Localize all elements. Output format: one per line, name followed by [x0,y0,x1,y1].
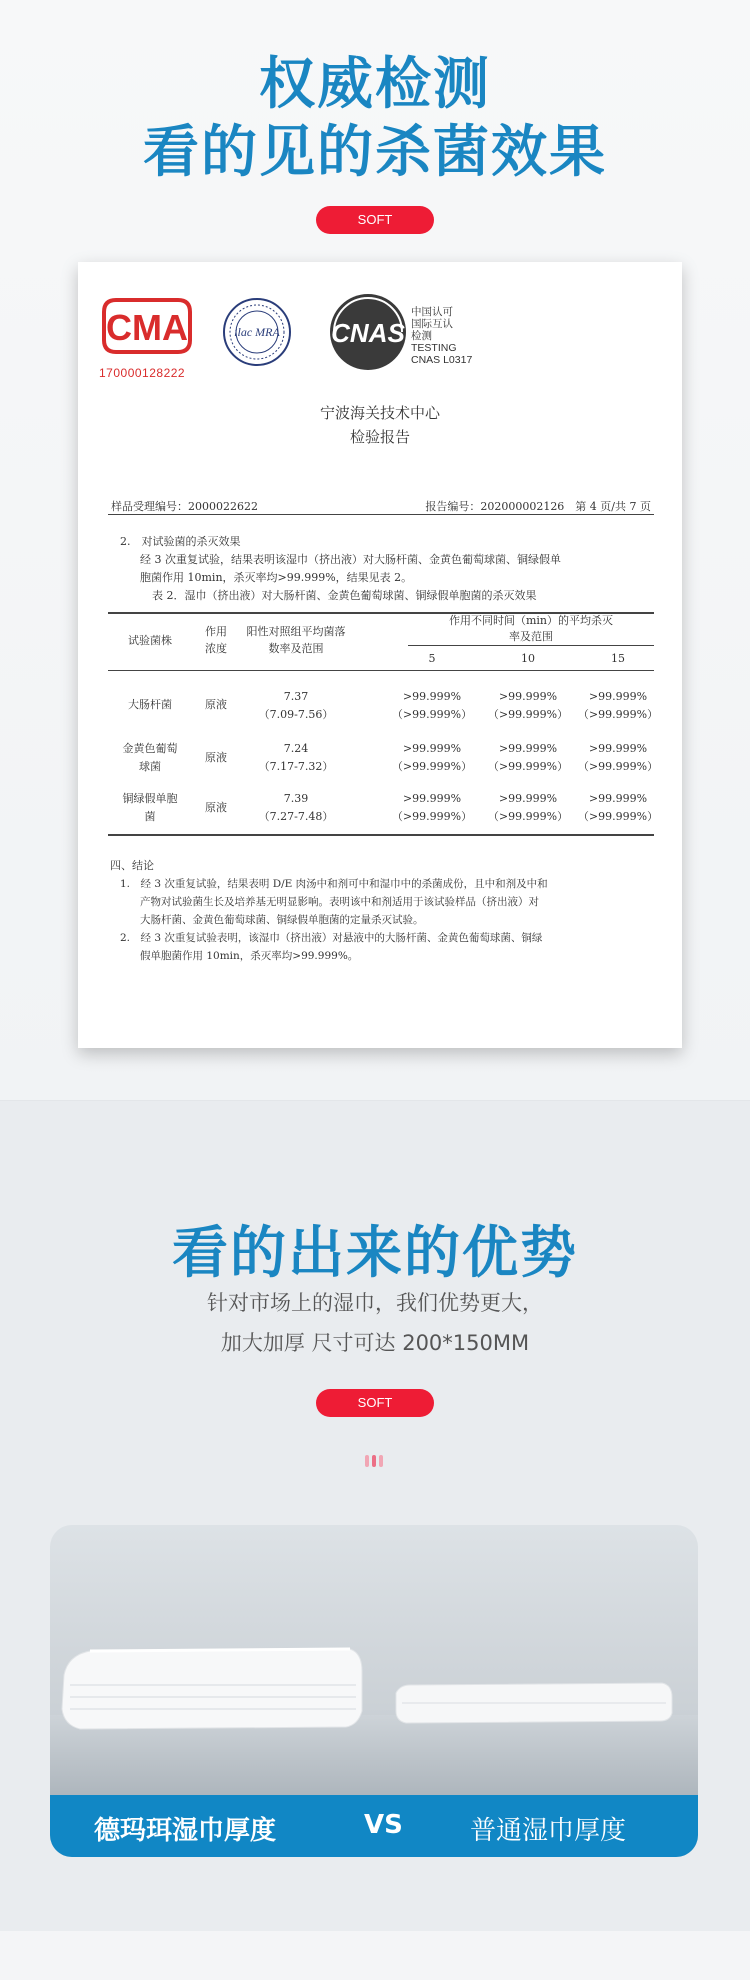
test-report-document [78,262,682,1048]
header-control: 阳性对照组平均菌落数率及范围 [246,625,346,655]
comparison-bar [50,1795,698,1857]
thickness-comparison-card [50,1525,698,1857]
conclusion-heading: 四、结论 [110,859,154,872]
section-title-line2: 看的见的杀菌效果 [143,120,607,185]
conclusion-line: 假单胞菌作用 10min，杀灭率均>99.999%。 [140,950,359,962]
cell-concentration: 原液 [205,801,227,814]
conclusion-line: 产物对试验菌生长及培养基无明显影响。表明该中和剂适用于该试验样品（挤出液）对 [140,896,539,908]
meta-rule [108,514,654,515]
cell-control: 7.39 [283,792,309,805]
paragraph-line: 经 3 次重复试验，结果表明该湿巾（挤出液）对大肠杆菌、金黄色葡萄球菌、铜绿假单 [140,553,561,566]
thin-wipe-image [396,1683,672,1723]
wipes-photo [50,1525,698,1795]
header-time: 5 [428,652,436,665]
cnas-line: 中国认可 [411,306,453,318]
table-header-rule [108,670,654,671]
cell-value: >99.999% [588,792,648,805]
cell-control-range: （7.09-7.56） [258,708,334,721]
cell-range: （>99.999%） [487,760,569,773]
cell-strain: 菌 [144,810,156,823]
cnas-line: TESTING [411,342,457,354]
header-time: 10 [521,652,535,665]
cnas-caption [411,306,472,366]
cell-concentration: 原液 [205,698,227,711]
cma-mark-text: CMA [106,307,188,348]
cnas-line: 国际互认 [411,318,453,330]
header-time-line1: 作用不同时间（min）的平均杀灭 [448,614,614,627]
cell-range: （>99.999%） [391,760,473,773]
cell-control: 7.24 [283,742,309,755]
cnas-line: 检测 [411,330,432,342]
cnas-line: CNAS L0317 [411,354,473,366]
cell-control-range: （7.17-7.32） [258,760,334,773]
ilac-mark-text: ilac MRA [234,325,280,339]
table-caption: 表 2．湿巾（挤出液）对大肠杆菌、金黄色葡萄球菌、铜绿假单胞菌的杀灭效果 [152,589,537,602]
cell-strain: 金黄色葡萄 [122,742,178,755]
advantage-section [0,1101,750,1931]
conclusion-line: 2. 经 3 次重复试验表明，该湿巾（挤出液）对悬液中的大肠杆菌、金黄色葡萄球菌、铜绿 [120,932,543,944]
conclusion-line: 1. 经 3 次重复试验，结果表明 D/E 肉汤中和剂可中和湿巾中的杀菌成份，且中和剂及中和 [120,878,548,890]
header-time-line2: 率及范围 [509,630,553,643]
cell-control: 7.37 [283,690,309,703]
next-section-edge [0,1931,750,1980]
report-org-name: 宁波海关技术中心 [319,404,440,422]
report-name: 检验报告 [349,428,410,446]
cell-value: >99.999% [588,742,648,755]
results-table [108,612,659,840]
cell-value: >99.999% [498,690,558,703]
header-strain: 试验菌株 [128,634,172,647]
cell-range: （>99.999%） [577,708,659,721]
cell-control-range: （7.27-7.48） [258,810,334,823]
advantage-title: 看的出来的优势 [172,1221,578,1286]
section-heading: 2. 对试验菌的杀灭效果 [120,535,241,548]
cell-value: >99.999% [402,742,462,755]
paragraph-line: 胞菌作用 10min，杀灭率均>99.999%，结果见表 2。 [140,571,413,584]
cell-strain: 大肠杆菌 [128,698,172,711]
cma-code: 170000128222 [99,366,186,380]
cell-value: >99.999% [588,690,648,703]
cell-range: （>99.999%） [391,810,473,823]
decorative-dots-icon [365,1455,389,1467]
compare-vs-label: VS [364,1810,403,1840]
cell-value: >99.999% [402,690,462,703]
cell-value: >99.999% [498,742,558,755]
cell-range: （>99.999%） [577,810,659,823]
report-number: 报告编号：202000002126 第 4 页/共 7 页 [425,500,651,513]
cell-value: >99.999% [498,792,558,805]
compare-left-label: 德玛珥湿巾厚度 [94,1816,277,1846]
cell-range: （>99.999%） [391,708,473,721]
cma-logo [104,300,190,352]
table-header-subrule [408,645,654,646]
soft-badge: SOFT [316,206,434,234]
conclusion-line: 大肠杆菌、金黄色葡萄球菌、铜绿假单胞菌的定量杀灭试验。 [140,914,424,926]
advantage-subtitle-line1: 针对市场上的湿巾，我们优势更大， [207,1291,543,1315]
table-bottom-rule [108,834,654,836]
cell-strain: 球菌 [139,760,161,773]
cell-range: （>99.999%） [487,708,569,721]
cell-concentration: 原液 [205,751,227,764]
cell-range: （>99.999%） [487,810,569,823]
advantage-subtitle-line2: 加大加厚 尺寸可达 200*150MM [220,1331,530,1355]
compare-right-label: 普通湿巾厚度 [470,1816,627,1846]
cnas-mark-text: CNAS [331,318,405,348]
ilac-mra-logo [224,299,290,365]
cell-strain: 铜绿假单胞 [122,792,178,805]
header-concentration: 作用浓度 [205,625,227,655]
cell-value: >99.999% [402,792,462,805]
thick-wipe-image [62,1649,362,1729]
sample-number: 样品受理编号：2000022622 [111,500,258,513]
section-title-line1: 权威检测 [259,52,491,117]
cnas-logo [330,294,406,370]
soft-badge: SOFT [316,1389,434,1417]
header-time: 15 [611,652,625,665]
cell-range: （>99.999%） [577,760,659,773]
